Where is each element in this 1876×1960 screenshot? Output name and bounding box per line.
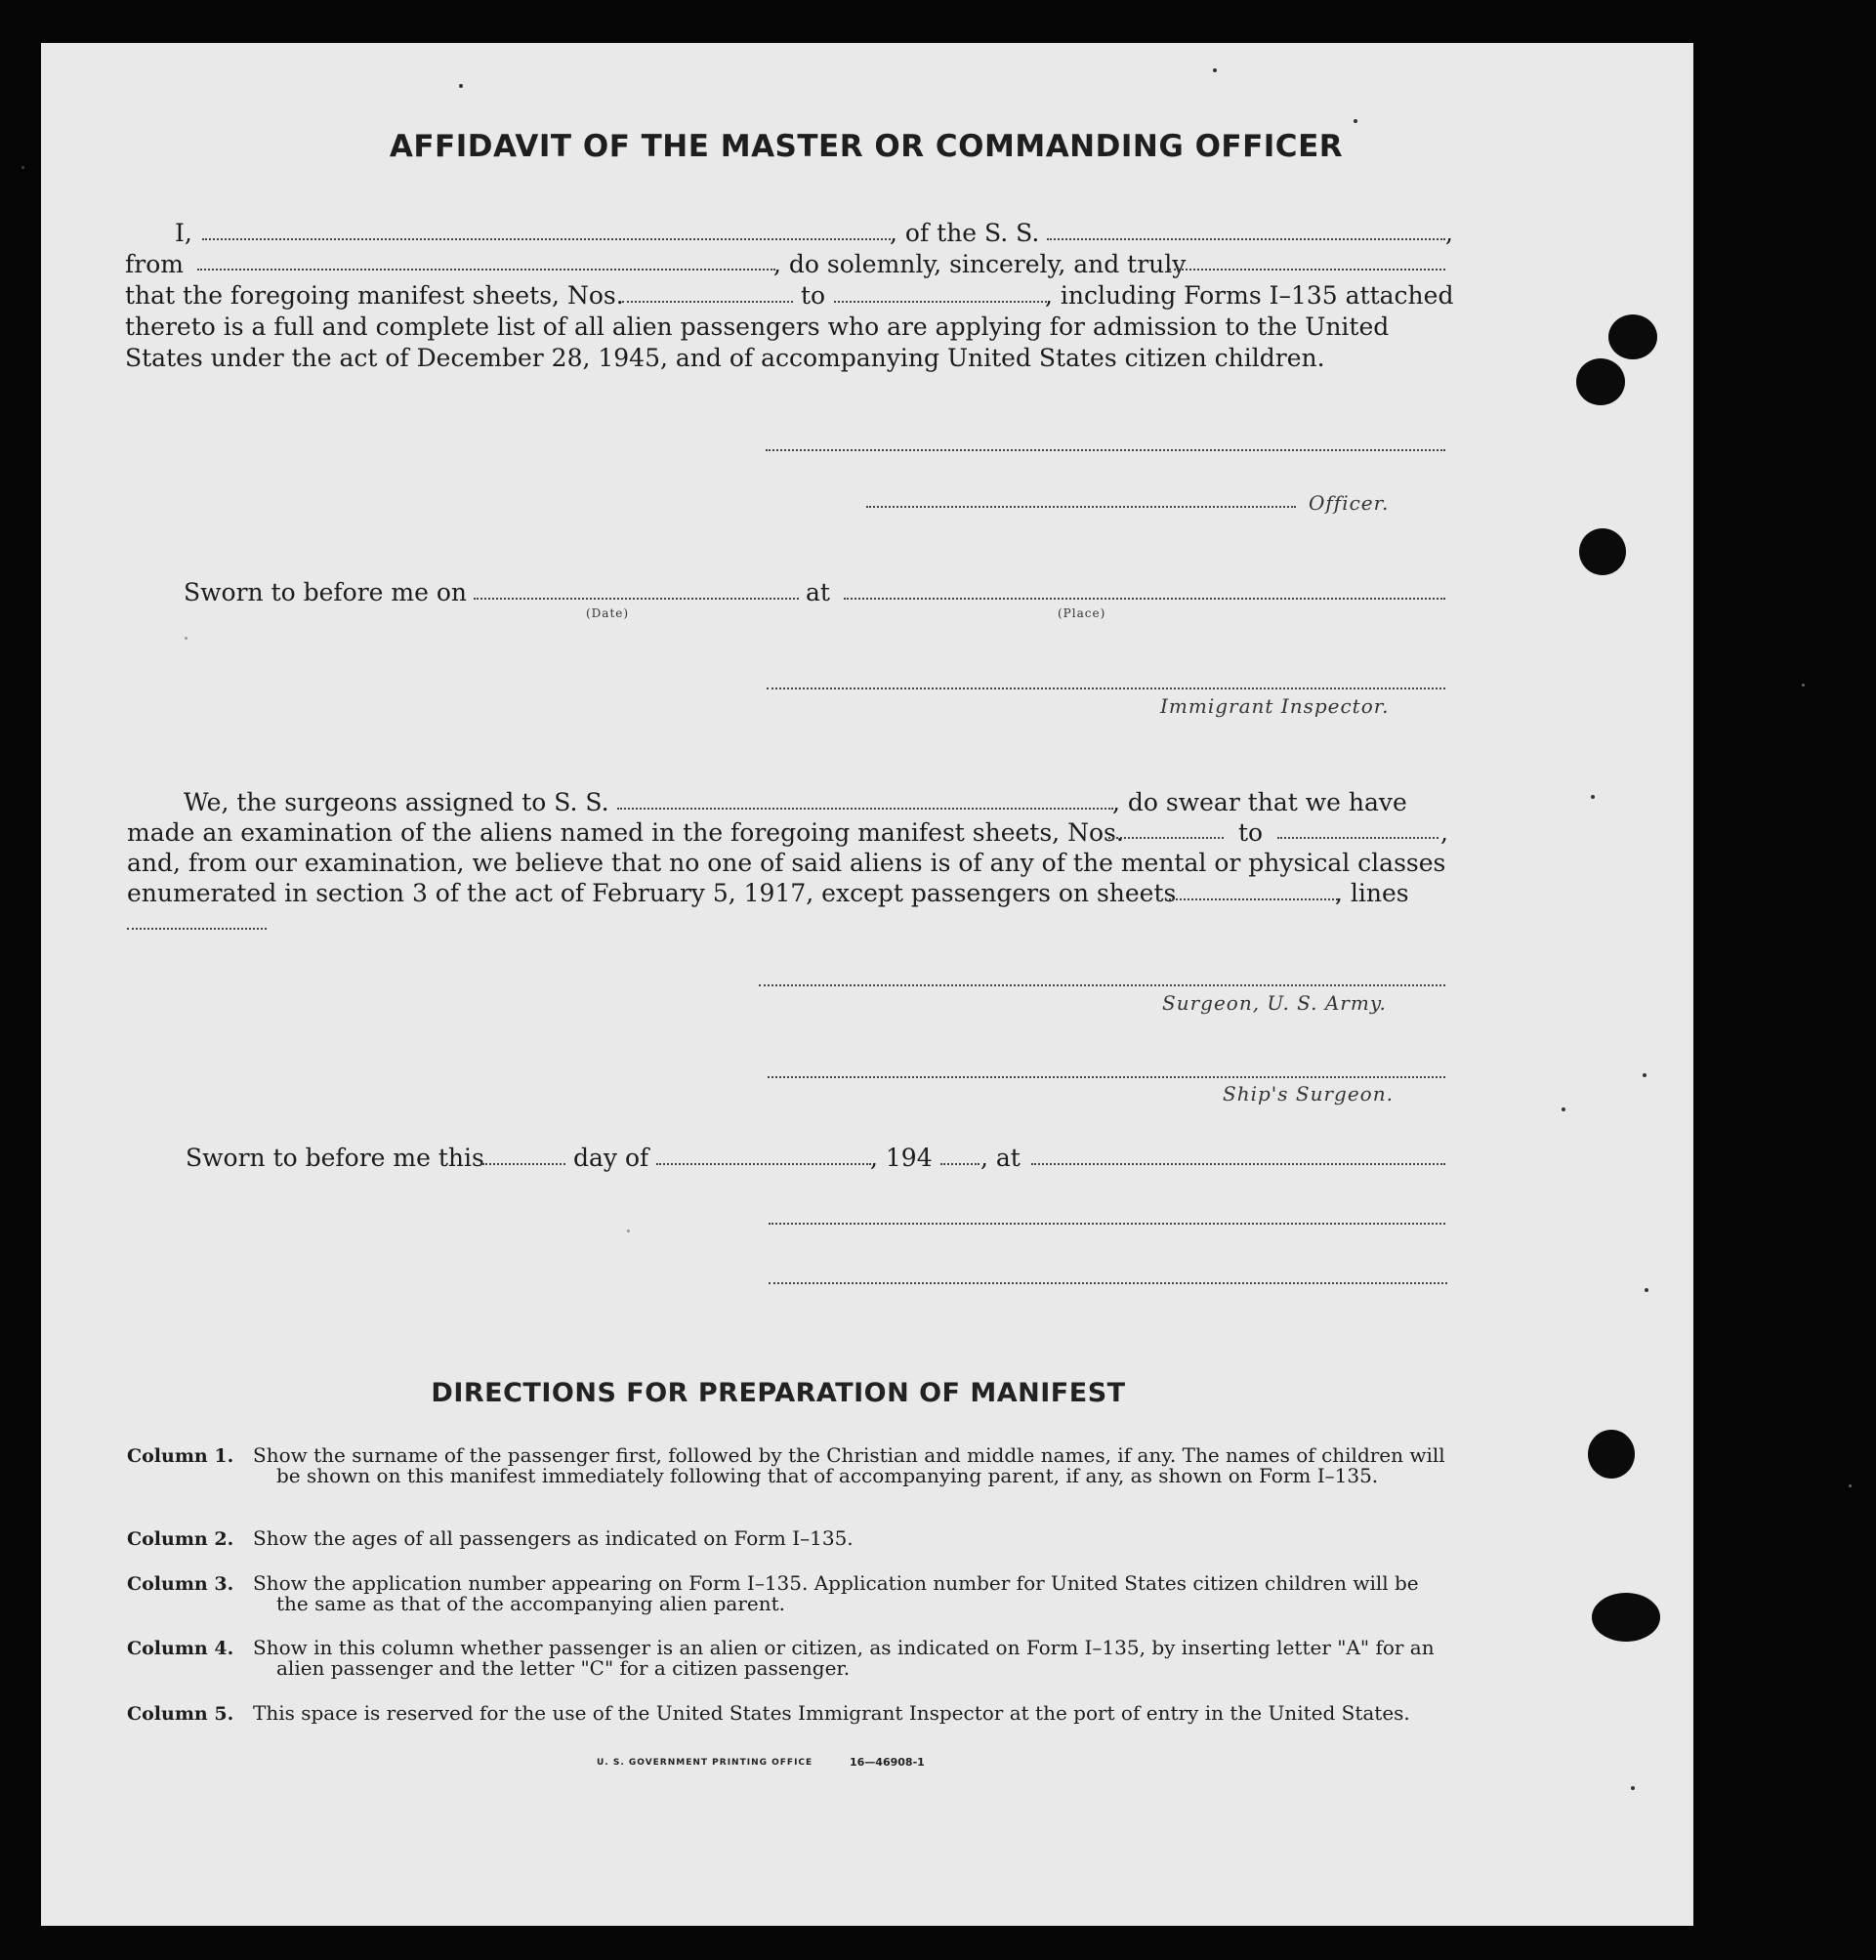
surgeons-sheets-to-field[interactable] <box>1277 837 1438 839</box>
form-code: 16—46908-1 <box>850 1756 925 1769</box>
inspector-signature-line-2[interactable] <box>769 1223 1445 1225</box>
surgeons-line4-end: , lines <box>1335 879 1409 907</box>
officer-signature-line-1[interactable] <box>766 449 1445 451</box>
column-5-text: This space is reserved for the use of the United States Immigrant Inspector at the port of entry in the United States. <box>253 1701 1410 1725</box>
place-caption: (Place) <box>1058 606 1106 620</box>
affidavit-line5: States under the act of December 28, 1945, and of accompanying United States citizen children. <box>125 344 1325 372</box>
scan-speck <box>1849 1484 1852 1487</box>
inspector-signature-line-3[interactable] <box>769 1282 1447 1284</box>
column-3-text: Show the application number appearing on Form I–135. Application number for United States citizen children will be the same as that of the accompanying alien parent. <box>253 1571 1419 1615</box>
sworn-at-label: at <box>806 578 830 606</box>
column-5-label: Column 5. <box>127 1703 234 1725</box>
ink-speck <box>1213 68 1217 72</box>
paper-speck <box>185 637 188 640</box>
column-4-text: Show in this column whether passenger is an alien or citizen, as indicated on Form I–135, by inserting letter "A" for an alien passenger and the letter "C" for a citizen passenger. <box>253 1636 1435 1680</box>
officer-label: Officer. <box>1309 491 1390 515</box>
sworn-year-field[interactable] <box>940 1163 980 1165</box>
punch-hole <box>1592 1593 1660 1642</box>
ink-speck <box>459 84 463 88</box>
surgeons-ship-field[interactable] <box>617 808 1113 810</box>
army-surgeon-signature-line[interactable] <box>759 984 1445 986</box>
ship-surgeon-label: Ship's Surgeon. <box>1223 1082 1394 1105</box>
sworn-at-place-field[interactable] <box>1031 1163 1445 1165</box>
sworn-this-label: Sworn to before me this <box>186 1144 484 1172</box>
affidavit-line4: thereto is a full and complete list of all alien passengers who are applying for admission to the United <box>125 313 1390 341</box>
affidavit-line2-mid: , do solemnly, sincerely, and truly <box>773 250 1187 278</box>
surgeons-line2-mid: to <box>1238 818 1264 847</box>
master-name-field[interactable] <box>202 238 891 240</box>
form-page <box>41 43 1693 1926</box>
sworn-month-field[interactable] <box>656 1163 871 1165</box>
ink-speck <box>1643 1073 1647 1077</box>
printer-imprint: U. S. GOVERNMENT PRINTING OFFICE <box>597 1758 813 1768</box>
surgeons-line3: and, from our examination, we believe that no one of said aliens is of any of the mental or physical classes <box>127 849 1446 877</box>
affidavit-line3-mid: to <box>801 281 826 310</box>
directions-title: DIRECTIONS FOR PREPARATION OF MANIFEST <box>431 1378 1126 1408</box>
surgeons-line4-start: enumerated in section 3 of the act of February 5, 1917, except passengers on sheets <box>127 879 1177 907</box>
column-4-label: Column 4. <box>127 1638 234 1659</box>
inspector-label: Immigrant Inspector. <box>1160 694 1390 718</box>
surgeons-sheets-from-field[interactable] <box>1108 837 1224 839</box>
affidavit-line3-start: that the foregoing manifest sheets, Nos. <box>125 281 624 310</box>
sworn-on-label: Sworn to before me on <box>184 578 468 606</box>
column-1-text: Show the surname of the passenger first, followed by the Christian and middle names, if any. The names of children will be shown on this manifest immediately following that of accompanying parent, if any, as shown on Form I–135. <box>253 1443 1445 1487</box>
column-2-label: Column 2. <box>127 1528 234 1550</box>
punch-hole <box>1579 528 1626 575</box>
ink-speck <box>1631 1786 1635 1790</box>
ink-speck <box>1354 119 1357 123</box>
date-caption: (Date) <box>586 606 630 620</box>
oath-word-field[interactable] <box>1169 269 1445 271</box>
surgeons-line1-start: We, the surgeons assigned to S. S. <box>184 788 609 816</box>
ship-surgeon-signature-line[interactable] <box>768 1076 1445 1078</box>
punch-hole <box>1576 358 1625 405</box>
sworn-at2-label: , at <box>980 1144 1021 1172</box>
ink-speck <box>1591 795 1595 799</box>
column-3-label: Column 3. <box>127 1573 234 1595</box>
sworn-day-of-label: day of <box>573 1144 649 1172</box>
surgeons-line2-start: made an examination of the aliens named in the foregoing manifest sheets, Nos. <box>127 818 1124 847</box>
sworn-year-label: , 194 <box>870 1144 933 1172</box>
sworn-place-field[interactable] <box>844 598 1445 600</box>
punch-hole <box>1588 1430 1635 1479</box>
affidavit-line2-start: from <box>125 250 184 278</box>
officer-signature-line-2[interactable] <box>866 506 1296 508</box>
surgeons-line2-end: , <box>1440 818 1448 847</box>
punch-hole <box>1608 314 1657 359</box>
affidavit-title: AFFIDAVIT OF THE MASTER OR COMMANDING OFFICER <box>389 129 1344 164</box>
ink-speck <box>1645 1288 1648 1292</box>
sheets-to-field[interactable] <box>834 301 1047 303</box>
ink-speck <box>1562 1107 1565 1111</box>
scan-speck <box>21 166 24 169</box>
excepted-sheets-field[interactable] <box>1169 898 1338 900</box>
affidavit-line1-mid: , of the S. S. <box>890 219 1040 247</box>
inspector-signature-line[interactable] <box>767 688 1445 689</box>
excepted-lines-field[interactable] <box>127 928 267 930</box>
sworn-day-field[interactable] <box>482 1163 565 1165</box>
from-port-field[interactable] <box>197 269 775 271</box>
surgeons-line1-end: , do swear that we have <box>1112 788 1407 816</box>
sheets-from-field[interactable] <box>622 301 793 303</box>
army-surgeon-label: Surgeon, U. S. Army. <box>1162 991 1387 1015</box>
affidavit-line1-start: I, <box>175 219 192 247</box>
ship-name-field[interactable] <box>1047 238 1445 240</box>
affidavit-line1-end: , <box>1445 219 1453 247</box>
scan-speck <box>1802 684 1805 687</box>
column-1-label: Column 1. <box>127 1445 234 1467</box>
affidavit-line3-end: , including Forms I–135 attached <box>1045 281 1454 310</box>
paper-speck <box>627 1230 630 1232</box>
sworn-date-field[interactable] <box>474 598 799 600</box>
column-2-text: Show the ages of all passengers as indicated on Form I–135. <box>253 1526 854 1550</box>
